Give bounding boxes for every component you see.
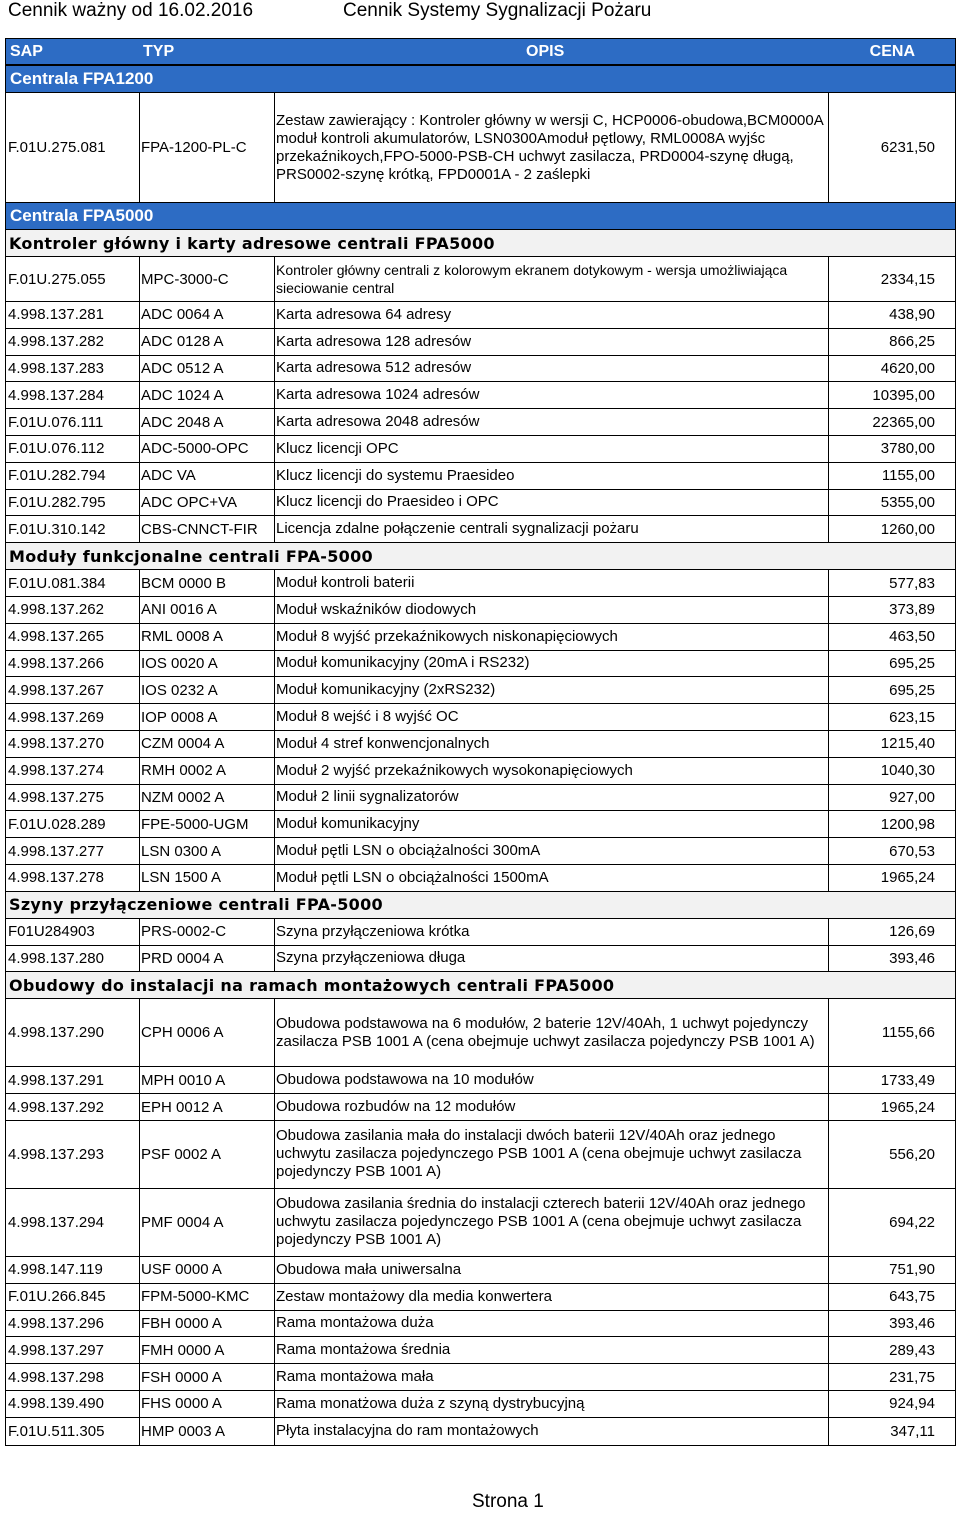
table-row (6, 436, 955, 463)
price-cell: 1260,00 (880, 520, 935, 538)
description-cell: Moduł pętli LSN o obciążalności 1500mA (276, 868, 549, 886)
description-cell: Obudowa mała uniwersalna (276, 1260, 462, 1278)
type-cell: ADC-5000-OPC (141, 440, 249, 458)
sap-cell: F01U284903 (8, 923, 95, 941)
sap-cell: 4.998.137.296 (8, 1314, 104, 1332)
table-row (6, 946, 955, 973)
section-header (6, 230, 955, 257)
table-row (6, 257, 955, 302)
description-cell: Moduł kontroli baterii (276, 574, 415, 592)
description-cell: Moduł komunikacyjny (2xRS232) (276, 681, 496, 699)
price-cell: 5355,00 (880, 493, 935, 511)
type-cell: ADC 0512 A (141, 359, 224, 377)
price-cell: 289,43 (889, 1341, 935, 1359)
sap-cell: 4.998.137.267 (8, 681, 104, 699)
table-row (6, 838, 955, 865)
sap-cell: 4.998.137.283 (8, 359, 104, 377)
section-title: Obudowy do instalacji na ramach montażowych centrali FPA5000 (9, 975, 615, 995)
type-cell: FSH 0000 A (141, 1368, 222, 1386)
table-row (6, 1284, 955, 1311)
price-cell: 2334,15 (880, 270, 935, 288)
sap-cell: F.01U.081.384 (8, 574, 106, 592)
section-header (6, 203, 955, 230)
sap-cell: 4.998.137.265 (8, 628, 104, 646)
type-cell: FMH 0000 A (141, 1341, 225, 1359)
price-cell: 6231,50 (880, 139, 935, 156)
sap-cell: 4.998.137.282 (8, 333, 104, 351)
price-cell: 1965,24 (880, 1098, 935, 1116)
type-cell: RMH 0002 A (141, 762, 227, 780)
sap-cell: 4.998.137.284 (8, 386, 104, 404)
table-row (6, 704, 955, 731)
type-cell: PRS-0002-C (141, 923, 227, 941)
sap-cell: 4.998.137.274 (8, 762, 104, 780)
sap-cell: 4.998.137.269 (8, 708, 104, 726)
type-cell: ANI 0016 A (141, 601, 217, 619)
price-cell: 4620,00 (880, 359, 935, 377)
sap-cell: 4.998.137.292 (8, 1098, 104, 1116)
type-cell: CPH 0006 A (141, 1024, 224, 1042)
table-row (6, 356, 955, 383)
description-cell: Obudowa zasilania mała do instalacji dwóch baterii 12V/40Ah oraz jednego uchwytu zasilacza pojedynczego PSB 1001 A (cena obejmuje uchwyt zasilacza pojedynczy PSB 1001 A) (276, 1127, 802, 1181)
type-cell: ADC 0128 A (141, 333, 224, 351)
column-header-sap: SAP (10, 42, 43, 60)
type-cell: MPC-3000-C (141, 270, 229, 288)
price-cell: 1155,66 (881, 1024, 935, 1042)
price-cell: 22365,00 (872, 413, 935, 431)
table-row (6, 1067, 955, 1094)
sap-cell: 4.998.137.291 (8, 1071, 104, 1089)
price-cell: 924,94 (889, 1395, 935, 1413)
description-cell: Moduł 8 wejść i 8 wyjść OC (276, 708, 459, 726)
price-cell: 126,69 (889, 923, 935, 941)
price-table (5, 38, 956, 1446)
type-cell: FPA-1200-PL-C (141, 139, 247, 156)
table-row (6, 382, 955, 409)
sap-cell: 4.998.137.280 (8, 949, 104, 967)
price-cell: 866,25 (889, 333, 935, 351)
description-cell: Obudowa podstawowa na 6 modułów, 2 baterie 12V/40Ah, 1 uchwyt pojedynczy zasilacza PSB 1001 A (cena obejmuje uchwyt zasilacza pojedynczy PSB 1001 A) (276, 1014, 815, 1050)
sap-cell: F.01U.275.055 (8, 270, 106, 288)
table-row (6, 302, 955, 329)
description-cell: Moduł komunikacyjny (20mA i RS232) (276, 654, 530, 672)
table-row (6, 409, 955, 436)
sap-cell: F.01U.275.081 (8, 139, 106, 156)
price-cell: 670,53 (889, 842, 935, 860)
type-cell: MPH 0010 A (141, 1071, 226, 1089)
description-cell: Szyna przyłączeniowa krótka (276, 922, 470, 940)
type-cell: CBS-CNNCT-FIR (141, 520, 258, 538)
table-row (6, 999, 955, 1067)
description-cell: Karta adresowa 1024 adresów (276, 386, 480, 404)
description-cell: Moduł wskaźników diodowych (276, 600, 477, 618)
type-cell: LSN 1500 A (141, 869, 222, 887)
section-title: Kontroler główny i karty adresowe centrali FPA5000 (9, 233, 495, 253)
type-cell: USF 0000 A (141, 1261, 222, 1279)
price-cell: 1200,98 (880, 815, 935, 833)
description-cell: Karta adresowa 64 adresy (276, 305, 452, 323)
description-cell: Rama montażowa mała (276, 1368, 434, 1385)
type-cell: FBH 0000 A (141, 1314, 222, 1332)
sap-cell: 4.998.137.277 (8, 842, 104, 860)
price-cell: 927,00 (889, 788, 935, 806)
price-cell: 643,75 (889, 1288, 935, 1306)
table-row (6, 1311, 955, 1338)
sap-cell: 4.998.137.278 (8, 869, 104, 887)
price-cell: 556,20 (889, 1145, 935, 1163)
sap-cell: 4.998.147.119 (8, 1261, 103, 1279)
price-cell: 438,90 (889, 306, 935, 324)
table-row (6, 865, 955, 892)
table-row (6, 758, 955, 785)
table-row (6, 919, 955, 946)
description-cell: Moduł 4 stref konwencjonalnych (276, 734, 490, 752)
price-cell: 231,75 (889, 1368, 935, 1386)
table-row (6, 329, 955, 356)
price-cell: 373,89 (889, 601, 935, 619)
type-cell: ADC OPC+VA (141, 493, 237, 511)
type-cell: ADC 0064 A (141, 306, 224, 324)
price-cell: 393,46 (889, 1314, 935, 1332)
type-cell: PSF 0002 A (141, 1145, 222, 1163)
table-row (6, 93, 955, 203)
type-cell: EPH 0012 A (141, 1098, 223, 1116)
type-cell: PMF 0004 A (141, 1213, 224, 1231)
table-row (6, 1364, 955, 1391)
type-cell: IOS 0232 A (141, 681, 218, 699)
description-cell: Karta adresowa 2048 adresów (276, 413, 480, 431)
description-cell: Klucz licencji OPC (276, 439, 399, 457)
description-cell: Karta adresowa 512 adresów (276, 359, 472, 377)
price-cell: 463,50 (889, 628, 935, 646)
description-cell: Karta adresowa 128 adresów (276, 332, 472, 350)
type-cell: ADC VA (141, 467, 196, 485)
price-cell: 1215,40 (880, 735, 935, 753)
description-cell: Zestaw montażowy dla media konwertera (276, 1287, 552, 1305)
type-cell: IOP 0008 A (141, 708, 218, 726)
description-cell: Obudowa rozbudów na 12 modułów (276, 1098, 516, 1116)
section-header (6, 892, 955, 919)
table-row (6, 490, 955, 517)
table-row (6, 570, 955, 597)
section-title: Centrala FPA5000 (10, 206, 154, 225)
sap-cell: F.01U.511.305 (8, 1422, 105, 1440)
price-cell: 623,15 (889, 708, 935, 726)
type-cell: NZM 0002 A (141, 788, 225, 806)
price-cell: 393,46 (889, 949, 935, 967)
page-header-date: Cennik ważny od 16.02.2016 (8, 0, 254, 21)
sap-cell: 4.998.137.290 (8, 1024, 104, 1042)
table-row (6, 651, 955, 678)
table-row (6, 597, 955, 624)
sap-cell: F.01U.076.112 (8, 440, 105, 458)
table-row (6, 1094, 955, 1121)
description-cell: Zestaw zawierający : Kontroler główny w wersji C, HCP0006-obudowa,BCM0000A moduł kontroli akumulatorów, LSN0300Amoduł pętlowy, RML0008A wyjśc przekaźnikoych,FPO-5000-PSB-CH uchwyt zasilacza, PRD0004-szynę długą, PRS0002-szynę krótką, FPD0001A - 2 zaślepki (276, 111, 823, 183)
type-cell: RML 0008 A (141, 628, 223, 646)
table-row (6, 1337, 955, 1364)
table-row (6, 463, 955, 490)
description-cell: Licencja zdalne połączenie centrali sygnalizacji pożaru (276, 520, 639, 538)
section-title: Centrala FPA1200 (10, 69, 154, 88)
price-cell: 1155,00 (881, 467, 935, 485)
table-row (6, 1121, 955, 1189)
type-cell: ADC 1024 A (141, 386, 224, 404)
sap-cell: F.01U.310.142 (8, 520, 106, 538)
table-row (6, 677, 955, 704)
section-title: Szyny przyłączeniowe centrali FPA-5000 (9, 895, 383, 915)
table-row (6, 1391, 955, 1418)
description-cell: Kontroler główny centrali z kolorowym ekranem dotykowym - wersja umożliwiająca sieciowanie central (276, 262, 788, 296)
price-cell: 751,90 (889, 1261, 935, 1279)
price-cell: 577,83 (889, 574, 935, 592)
page-number: Strona 1 (472, 1491, 544, 1512)
price-cell: 1965,24 (880, 869, 935, 887)
type-cell: LSN 0300 A (141, 842, 222, 860)
type-cell: BCM 0000 B (141, 574, 227, 592)
price-cell: 1040,30 (880, 762, 935, 780)
table-row (6, 516, 955, 543)
type-cell: ADC 2048 A (141, 413, 224, 431)
table-row (6, 1189, 955, 1257)
sap-cell: 4.998.137.294 (8, 1213, 104, 1231)
price-cell: 10395,00 (872, 386, 935, 404)
price-cell: 695,25 (889, 654, 935, 672)
section-title: Moduły funkcjonalne centrali FPA-5000 (9, 546, 373, 566)
sap-cell: 4.998.137.297 (8, 1341, 104, 1359)
description-cell: Obudowa zasilania średnia do instalacji czterech baterii 12V/40Ah oraz jednego uchwytu zasilacza pojedynczego PSB 1001 A (cena obejmuje uchwyt zasilacza pojedynczy PSB 1001 A) (276, 1195, 806, 1249)
table-row (6, 1418, 955, 1445)
type-cell: PRD 0004 A (141, 949, 224, 967)
description-cell: Obudowa podstawowa na 10 modułów (276, 1071, 534, 1089)
sap-cell: F.01U.282.794 (8, 467, 106, 485)
description-cell: Płyta instalacyjna do ram montażowych (276, 1422, 539, 1440)
price-cell: 1733,49 (880, 1071, 935, 1089)
description-cell: Szyna przyłączeniowa długa (276, 949, 466, 967)
description-cell: Moduł 2 wyjść przekaźnikowych wysokonapięciowych (276, 761, 633, 779)
description-cell: Rama monatżowa duża z szyną dystrybucyjną (276, 1394, 585, 1412)
sap-cell: 4.998.139.490 (8, 1395, 104, 1413)
table-row (6, 811, 955, 838)
price-cell: 3780,00 (880, 440, 935, 458)
table-header-row (6, 39, 955, 66)
sap-cell: F.01U.076.111 (8, 413, 104, 431)
sap-cell: 4.998.137.298 (8, 1368, 104, 1386)
description-cell: Klucz licencji do Praesideo i OPC (276, 493, 499, 511)
sap-cell: F.01U.028.289 (8, 815, 106, 833)
section-header (6, 543, 955, 570)
section-header (6, 66, 955, 93)
price-cell: 695,25 (889, 681, 935, 699)
type-cell: FHS 0000 A (141, 1395, 222, 1413)
column-header-typ: TYP (143, 42, 175, 60)
sap-cell: 4.998.137.293 (8, 1145, 104, 1163)
table-row (6, 1257, 955, 1284)
column-header-opis: OPIS (526, 42, 565, 60)
type-cell: CZM 0004 A (141, 735, 225, 753)
description-cell: Moduł komunikacyjny (276, 815, 420, 833)
sap-cell: F.01U.282.795 (8, 493, 106, 511)
column-header-cena: CENA (869, 42, 915, 60)
price-cell: 694,22 (889, 1213, 935, 1231)
table-row (6, 624, 955, 651)
sap-cell: 4.998.137.275 (8, 788, 104, 806)
type-cell: FPM-5000-KMC (141, 1288, 250, 1306)
sap-cell: 4.998.137.281 (8, 306, 104, 324)
price-cell: 347,11 (890, 1422, 935, 1440)
description-cell: Rama montażowa średnia (276, 1341, 451, 1359)
description-cell: Klucz licencji do systemu Praesideo (276, 466, 515, 484)
sap-cell: 4.998.137.270 (8, 735, 104, 753)
sap-cell: 4.998.137.262 (8, 601, 104, 619)
description-cell: Moduł 8 wyjść przekaźnikowych niskonapięciowych (276, 627, 618, 645)
type-cell: HMP 0003 A (141, 1422, 225, 1440)
page-header-title: Cennik Systemy Sygnalizacji Pożaru (343, 0, 652, 21)
table-row (6, 731, 955, 758)
description-cell: Rama montażowa duża (276, 1314, 434, 1332)
table-row (6, 785, 955, 812)
description-cell: Moduł pętli LSN o obciążalności 300mA (276, 842, 541, 860)
description-cell: Moduł 2 linii sygnalizatorów (276, 788, 459, 806)
type-cell: IOS 0020 A (141, 654, 218, 672)
sap-cell: F.01U.266.845 (8, 1288, 106, 1306)
type-cell: FPE-5000-UGM (141, 815, 249, 833)
section-header (6, 972, 955, 999)
sap-cell: 4.998.137.266 (8, 654, 104, 672)
